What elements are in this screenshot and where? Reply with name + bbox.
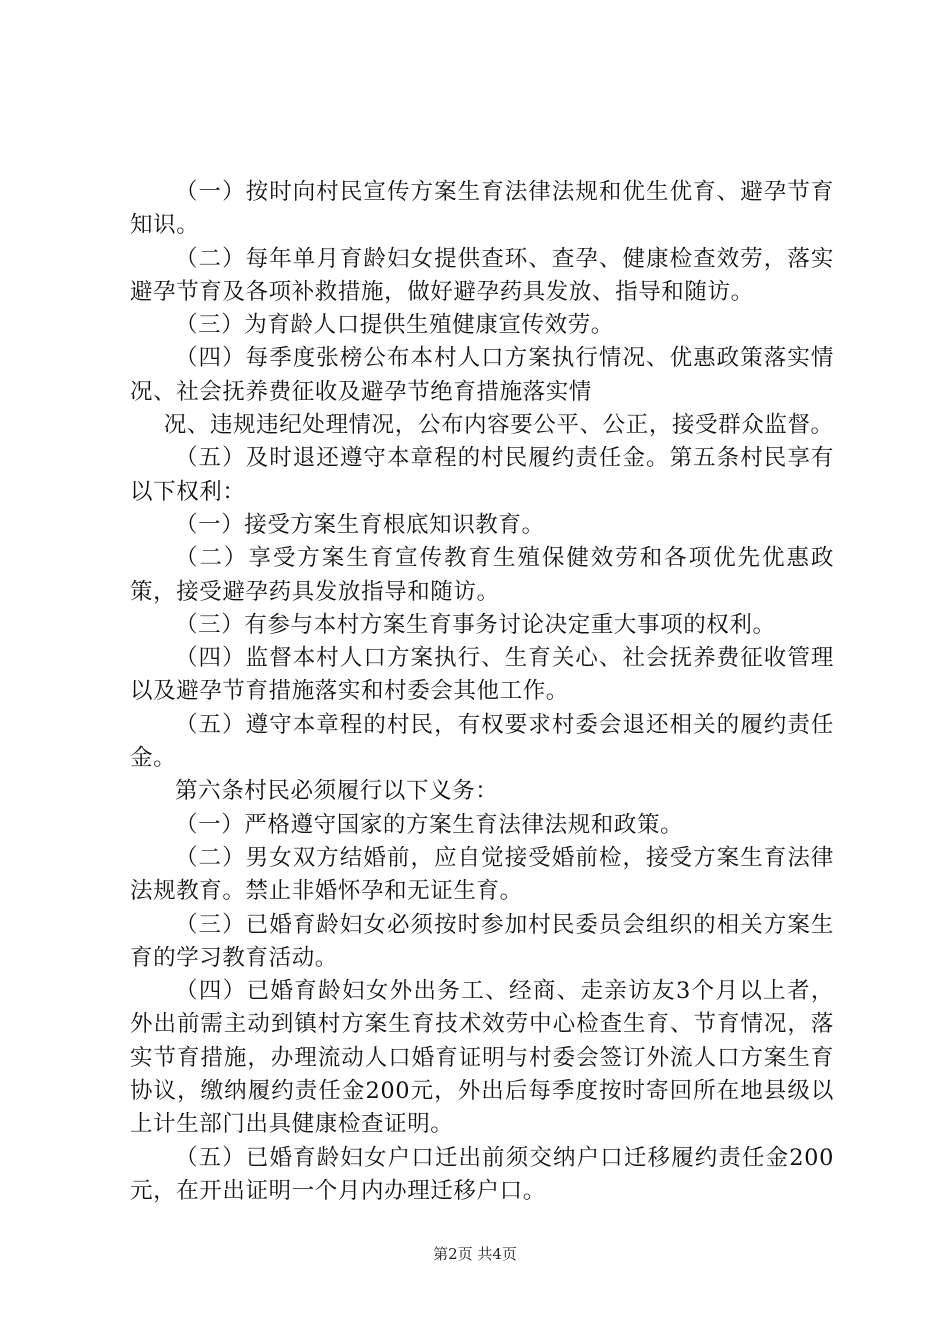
paragraph: （五）遵守本章程的村民，有权要求村委会退还相关的履约责任金。 (130, 711, 834, 772)
paragraph: （二）享受方案生育宣传教育生殖保健效劳和各项优先优惠政策，接受避孕药具发放指导和随访。 (130, 545, 834, 605)
paragraph: （五）及时退还遵守本章程的村民履约责任金。第五条村民享有以下权利： (130, 445, 834, 505)
paragraph: （三）有参与本村方案生育事务讨论决定重大事项的权利。 (175, 611, 776, 638)
document-body (130, 176, 834, 1208)
paragraph: （四）每季度张榜公布本村人口方案执行情况、优惠政策落实情况、社会抚养费征收及避孕节绝育措施落实情 (130, 345, 834, 405)
paragraph: （五）已婚育龄妇女户口迁出前须交纳户口迁移履约责任金200元，在开出证明一个月内办理迁移户口。 (130, 1144, 834, 1204)
paragraph: （一）按时向村民宣传方案生育法律法规和优生优育、避孕节育知识。 (130, 179, 834, 239)
paragraph: （三）已婚育龄妇女必须按时参加村民委员会组织的相关方案生育的学习教育活动。 (130, 911, 834, 971)
paragraph: （三）为育龄人口提供生殖健康宣传效劳。 (175, 312, 614, 339)
paragraph: （四）已婚育龄妇女外出务工、经商、走亲访友3个月以上者，外出前需主动到镇村方案生育技术效劳中心检查生育、节育情况，落实节育措施，办理流动人口婚育证明与村委会签订外流人口方案生育协议，缴纳履约责任金200元，外出后每季度按时寄回所在地县级以上计生部门出具健康检查证明。 (130, 978, 834, 1138)
paragraph: （四）监督本村人口方案执行、生育关心、社会抚养费征收管理以及避孕节育措施落实和村委会其他工作。 (130, 645, 834, 705)
article-heading: 第六条村民必须履行以下义务： (175, 778, 499, 805)
paragraph: （二）每年单月育龄妇女提供查环、查孕、健康检查效劳，落实避孕节育及各项补救措施，做好避孕药具发放、指导和随访。 (130, 245, 834, 305)
page-number: 第2页 共4页 (433, 1245, 517, 1263)
paragraph: （一）严格遵守国家的方案生育法律法规和政策。 (175, 811, 684, 838)
paragraph-continuation: 况、违规违纪处理情况，公布内容要公平、公正，接受群众监督。 (163, 412, 834, 439)
paragraph: （二）男女双方结婚前，应自觉接受婚前检，接受方案生育法律法规教育。禁止非婚怀孕和无证生育。 (130, 844, 834, 905)
paragraph: （一）接受方案生育根底知识教育。 (175, 511, 545, 538)
